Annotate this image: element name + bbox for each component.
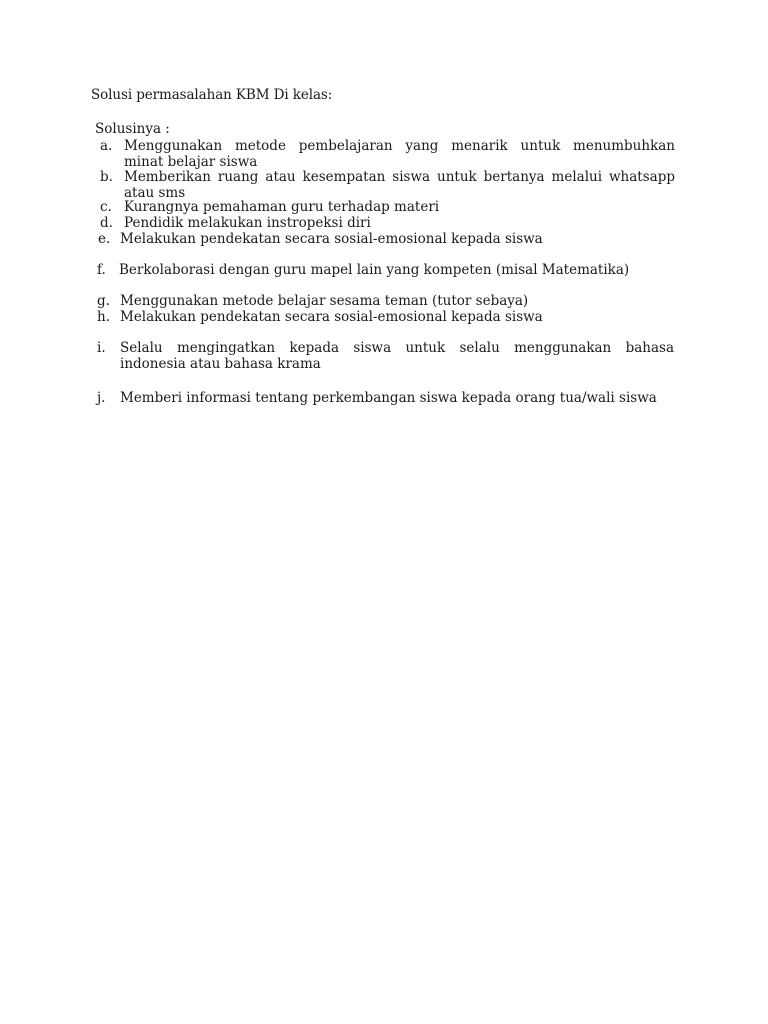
list-item-g [97, 293, 677, 309]
list-item-line: Melakukan pendekatan secara sosial-emosional kepada siswa [120, 309, 543, 325]
list-marker: g. [97, 293, 110, 309]
list-item-f [97, 262, 677, 278]
list-item-text [124, 169, 675, 201]
list-item-text [124, 199, 675, 215]
list-marker: b. [100, 169, 113, 185]
list-marker: j. [97, 390, 106, 406]
list-item-text [120, 340, 674, 372]
list-item-text [120, 309, 677, 325]
list-marker: a. [100, 138, 113, 154]
list-item-line: Selalu mengingatkan kepada siswa untuk selalu menggunakan bahasa [120, 340, 674, 356]
document-title: Solusi permasalahan KBM Di kelas: [91, 87, 333, 103]
list-item-c [100, 199, 676, 215]
list-item-line: Memberikan ruang atau kesempatan siswa untuk bertanya melalui whatsapp [124, 169, 675, 185]
list-marker: c. [100, 199, 112, 215]
list-item-text [119, 262, 677, 278]
list-item-a [100, 138, 676, 170]
list-item-text [120, 390, 677, 406]
list-item-line: atau sms [124, 185, 186, 201]
list-item-text [120, 293, 677, 309]
list-marker: f. [97, 262, 106, 278]
list-item-line: Berkolaborasi dengan guru mapel lain yang kompeten (misal Matematika) [119, 262, 630, 278]
list-item-line: indonesia atau bahasa krama [120, 356, 321, 372]
list-item-i [97, 340, 677, 372]
list-item-line: Memberi informasi tentang perkembangan siswa kepada orang tua/wali siswa [120, 390, 657, 406]
list-item-d [100, 215, 676, 231]
list-item-line: Menggunakan metode pembelajaran yang menarik untuk menumbuhkan [124, 138, 675, 154]
list-marker: e. [98, 231, 111, 247]
list-item-line: minat belajar siswa [124, 154, 258, 170]
list-item-line: Pendidik melakukan instropeksi diri [124, 215, 371, 231]
list-item-line: Kurangnya pemahaman guru terhadap materi [124, 199, 440, 215]
list-item-line: Menggunakan metode belajar sesama teman (tutor sebaya) [120, 293, 529, 309]
list-item-text [124, 138, 675, 170]
list-marker: d. [100, 215, 113, 231]
list-item-b [100, 169, 676, 201]
list-item-text [120, 231, 676, 247]
list-item-e [98, 231, 676, 247]
list-marker: h. [97, 309, 110, 325]
solutions-label: Solusinya : [95, 121, 170, 137]
list-item-h [97, 309, 677, 325]
list-item-j [97, 390, 677, 406]
list-item-text [124, 215, 675, 231]
list-marker: i. [97, 340, 106, 356]
list-item-line: Melakukan pendekatan secara sosial-emosional kepada siswa [120, 231, 543, 247]
